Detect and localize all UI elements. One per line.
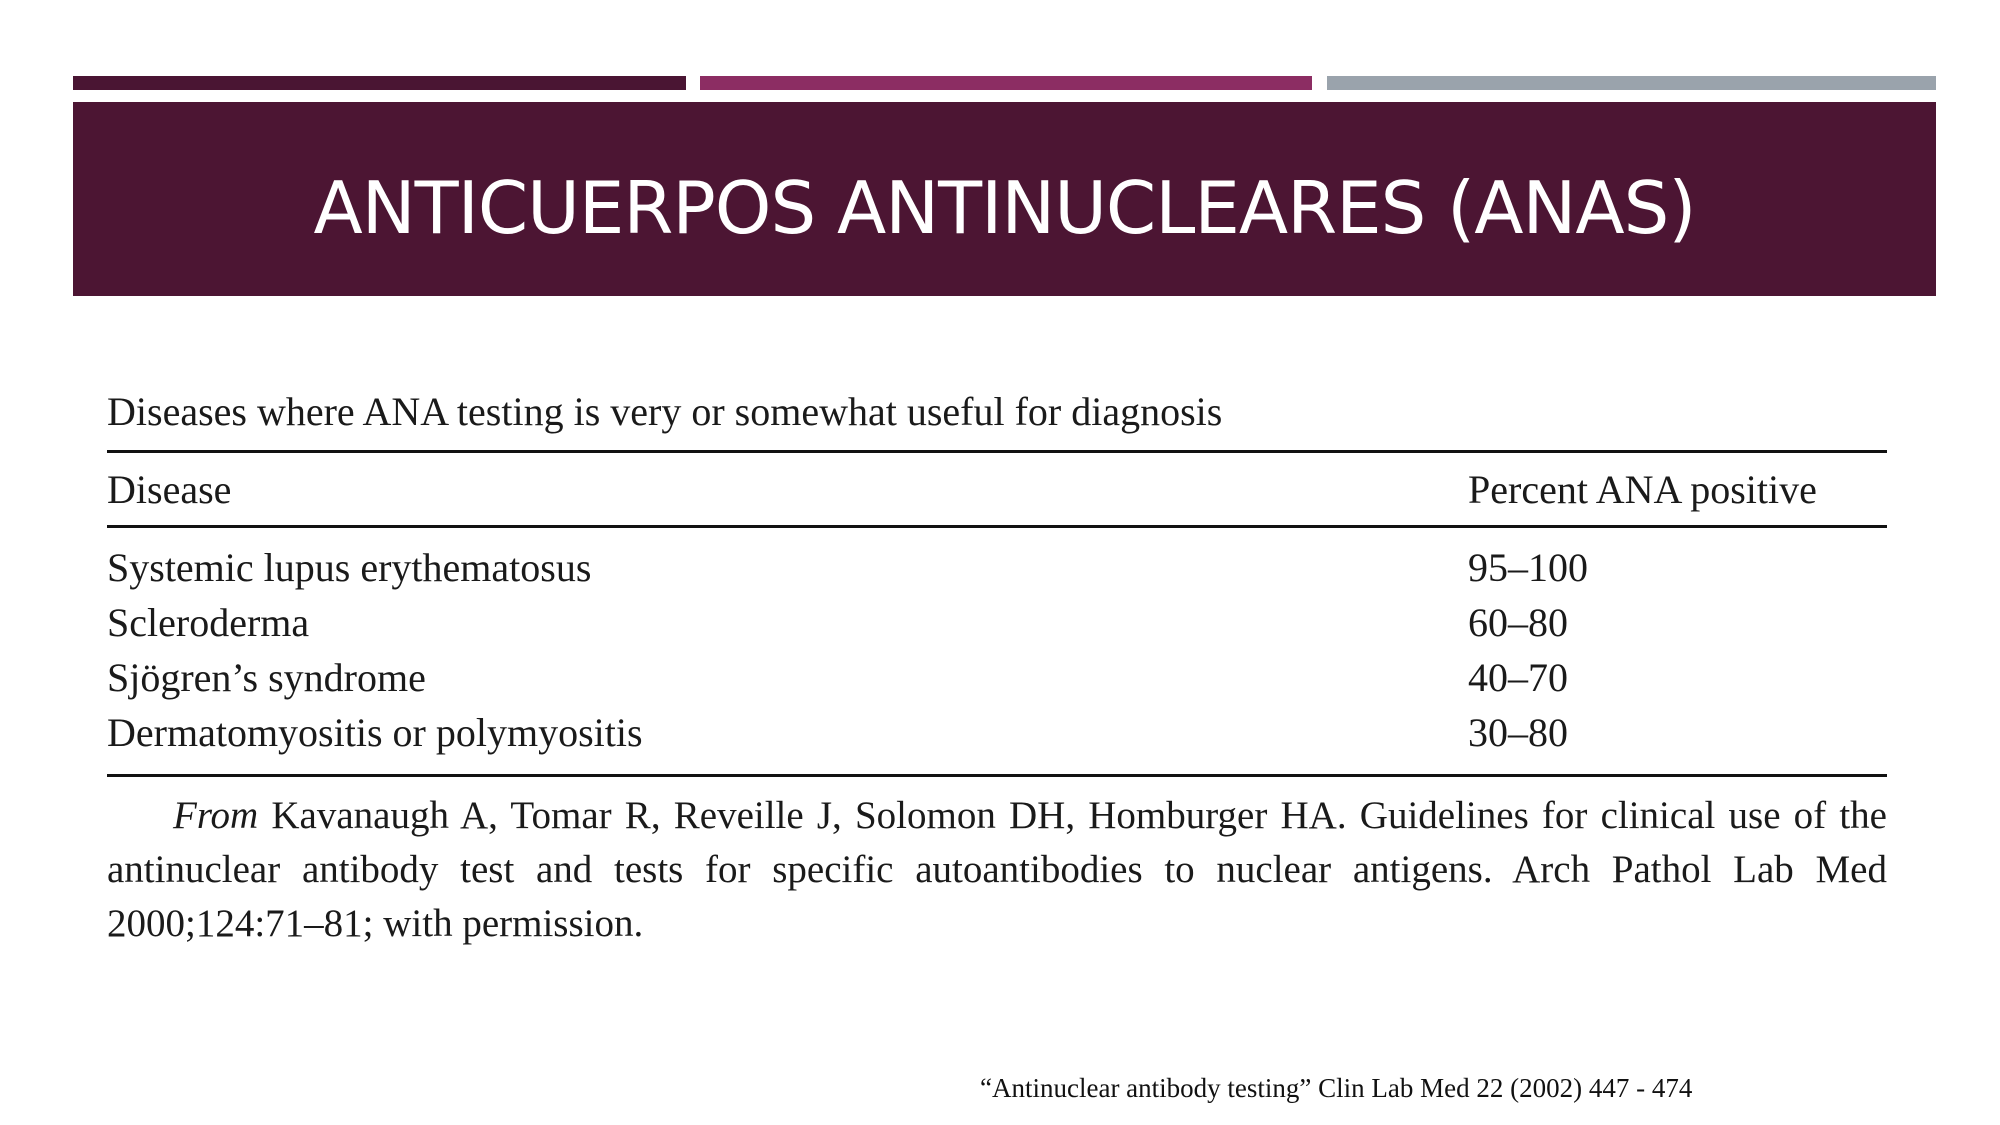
title-band	[73, 102, 1936, 296]
table-row	[107, 595, 1887, 650]
table-row	[107, 650, 1887, 705]
table-bottom-rule	[107, 774, 1887, 777]
source-from-label: From	[173, 794, 259, 837]
disease-cell: Systemic lupus erythematosus	[107, 545, 592, 590]
table-header-row	[107, 453, 1887, 525]
table-row	[107, 540, 1887, 595]
percent-cell: 40–70	[1468, 655, 1568, 700]
slide-citation: “Antinuclear antibody testing” Clin Lab Med 22 (2002) 447 - 474	[980, 1073, 1693, 1103]
disease-cell: Sjögren’s syndrome	[107, 655, 426, 700]
accent-bar-dark	[73, 76, 686, 90]
disease-cell: Dermatomyositis or polymyositis	[107, 710, 643, 755]
accent-bar-gray	[1327, 76, 1936, 90]
accent-bar-magenta	[700, 76, 1312, 90]
table-row	[107, 705, 1887, 760]
source-text: Kavanaugh A, Tomar R, Reveille J, Solomon DH, Homburger HA. Guidelines for clinical use of the antinuclear antibody test and tests for specific autoantibodies to nuclear antigens. Arch Pathol Lab Med 2000;124:71–81; with permission.	[107, 794, 1887, 945]
slide-title: ANTICUERPOS ANTINUCLEARES (ANAS)	[313, 166, 1696, 250]
disease-cell: Scleroderma	[107, 600, 310, 645]
table-source-note	[107, 789, 1887, 951]
table-body	[107, 528, 1887, 774]
column-header-percent: Percent ANA positive	[1468, 467, 1817, 512]
column-header-disease: Disease	[107, 467, 232, 512]
percent-cell: 30–80	[1468, 710, 1568, 755]
ana-table	[107, 388, 1887, 951]
percent-cell: 60–80	[1468, 600, 1568, 645]
percent-cell: 95–100	[1468, 545, 1588, 590]
table-caption: Diseases where ANA testing is very or somewhat useful for diagnosis	[107, 389, 1223, 434]
